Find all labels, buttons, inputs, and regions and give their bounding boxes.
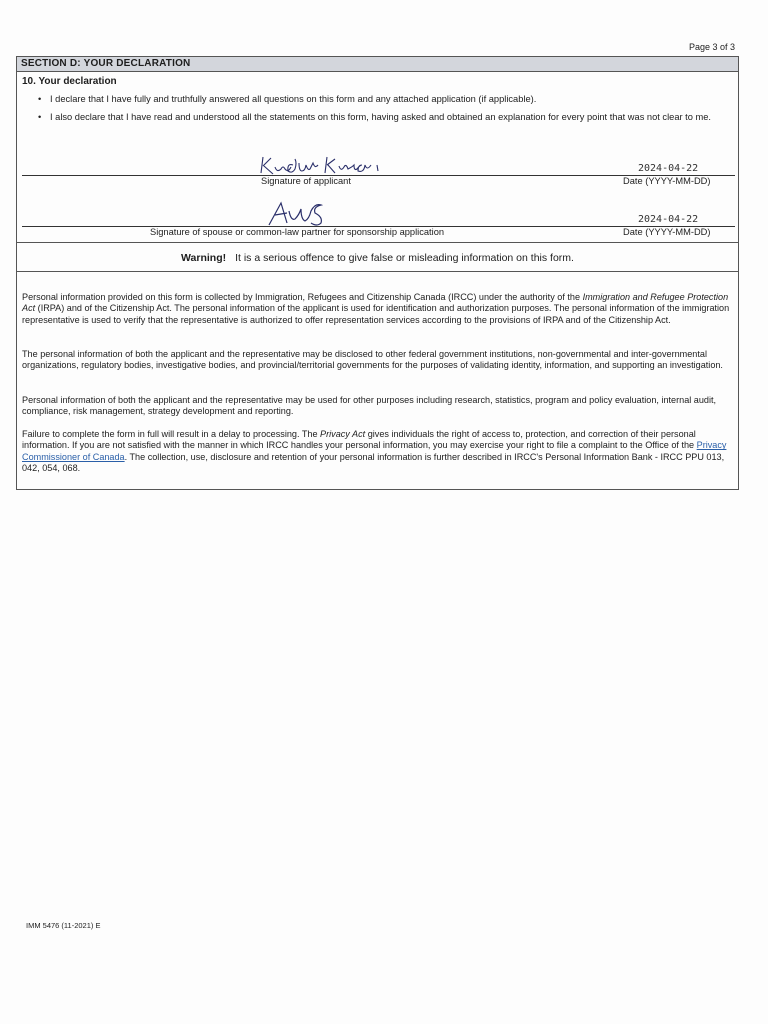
applicant-signature-label: Signature of applicant (261, 176, 351, 186)
declaration-bullet-2-text: I also declare that I have read and understood all the statements on this form, having asked and obtained an explanation for every point that was not clear to me. (50, 112, 712, 122)
privacy-p1-text-b: (IRPA) and of the Citizenship Act. The personal information of the applicant is used for identification and authorization purposes. The personal information of the immigration representative is used to verify that the representative is authorized to offer representation services according to the provisions of IRPA and of the Citizenship Act. (22, 303, 730, 325)
warning-notice (17, 252, 738, 264)
declaration-bullet-1-text: I declare that I have fully and truthfully answered all questions on this form and any attached application (if applicable). (50, 94, 537, 104)
bullet-icon: • (38, 112, 42, 122)
applicant-date-label: Date (YYYY-MM-DD) (623, 176, 711, 186)
privacy-commissioner-link[interactable]: Privacy Commissioner of Canada (22, 440, 727, 462)
declaration-title: 10. Your declaration (22, 76, 117, 87)
spouse-signature-label: Signature of spouse or common-law partner for sponsorship application (150, 227, 445, 237)
page-number: Page 3 of 3 (688, 42, 735, 52)
warning-text: It is a serious offence to give false or misleading information on this form. (235, 252, 574, 264)
privacy-p4-text-b: gives individuals the right of access to, protection, and correction of their personal information. If you are not satisfied with the manner in which IRCC handles your personal information, you may exercise your right to file a complaint to the Office of the (22, 429, 697, 451)
applicant-date-value: 2024-04-22 (638, 163, 699, 174)
privacy-p4-act-name: Privacy Act (320, 429, 366, 439)
spouse-date-label: Date (YYYY-MM-DD) (623, 227, 711, 237)
declaration-form-box (16, 56, 739, 490)
privacy-p4-text-a: Failure to complete the form in full will result in a delay to processing. The (22, 429, 321, 439)
form-code-footer: IMM 5476 (11-2021) E (26, 921, 101, 930)
privacy-paragraph-3: Personal information of both the applicant and the representative may be used for other purposes including research, statistics, program and policy evaluation, internal audit, compliance, risk management, strategy development and reporting. (22, 395, 717, 417)
warning-label: Warning! (181, 252, 227, 264)
privacy-p1-act-name: Immigration and Refugee Protection Act (22, 292, 729, 314)
privacy-p4-text-c: . The collection, use, disclosure and retention of your personal information is further described in IRCC's Personal Information Bank - IRCC PPU 013, 042, 054, 068. (22, 451, 725, 474)
divider (17, 242, 738, 243)
bullet-icon: • (38, 94, 42, 104)
divider (17, 271, 738, 272)
privacy-p1-text-a: Personal information provided on this form is collected by Immigration, Refugees and Citizenship Canada (IRCC) under the authority of the (22, 292, 583, 302)
privacy-paragraph-2: The personal information of both the applicant and the representative may be disclosed to other federal government institutions, non-governmental and inter-governmental organizations, regulatory bodies, investigative bodies, and provincial/territorial governments for the purposes of validating identity, information, and supporting an investigation. (22, 349, 723, 371)
privacy-paragraph-1 (22, 292, 736, 326)
section-header: SECTION D: YOUR DECLARATION (17, 57, 738, 72)
privacy-paragraph-4 (22, 429, 736, 475)
spouse-signature-image (265, 199, 345, 229)
spouse-date-value: 2024-04-22 (638, 214, 699, 225)
